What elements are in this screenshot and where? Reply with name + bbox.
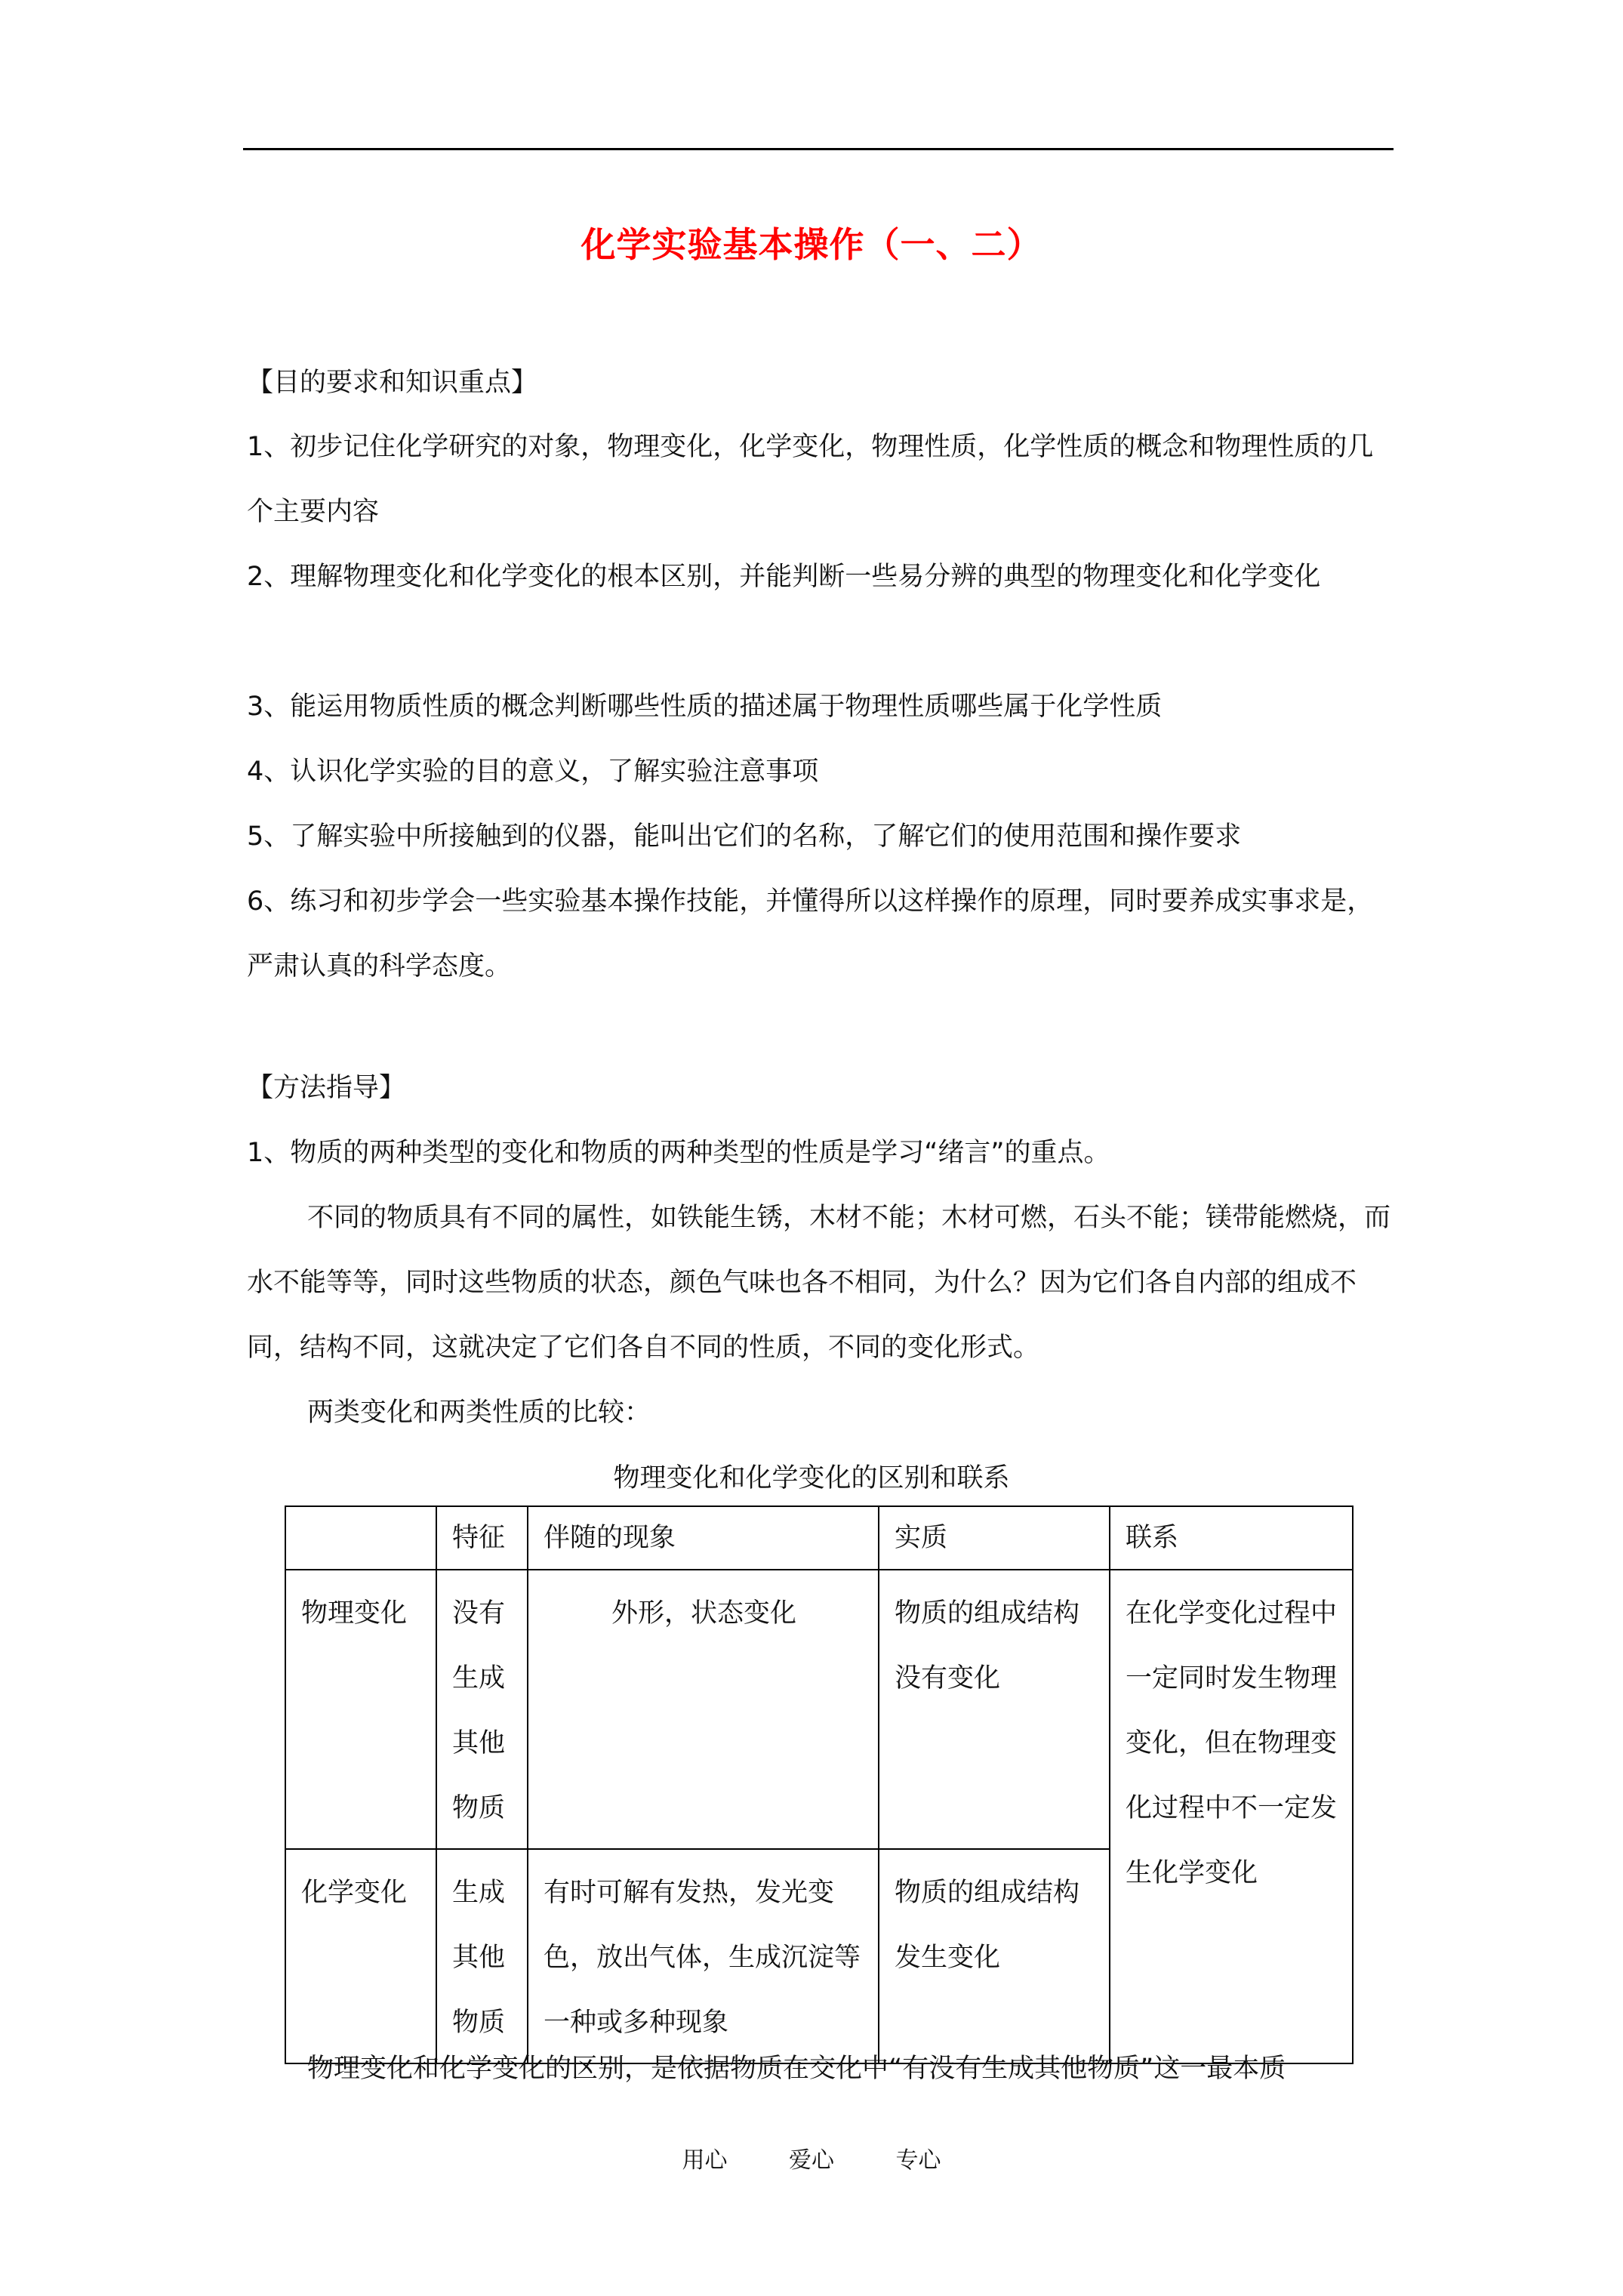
method-point-1: 1、物质的两种类型的变化和物质的两种类型的性质是学习“绪言”的重点。 xyxy=(247,1138,1110,1168)
page-footer xyxy=(0,2141,1623,2174)
row-feature-chemical: 生成其他物质 xyxy=(436,1849,528,2063)
row-essence-physical: 物质的组成结构没有变化 xyxy=(879,1570,1110,1849)
header-rule xyxy=(243,148,1394,150)
page-title: 化学实验基本操作（一、二） xyxy=(581,224,1042,265)
header-cell-essence: 实质 xyxy=(879,1506,1110,1570)
goal-item-3: 3、能运用物质性质的概念判断哪些性质的描述属于物理性质哪些属于化学性质 xyxy=(247,692,1163,722)
header-cell-empty xyxy=(285,1506,436,1570)
footer-word-3: 专心 xyxy=(895,2147,941,2174)
relation-cell: 在化学变化过程中一定同时发生物理变化，但在物理变化过程中不一定发生化学变化 xyxy=(1110,1570,1353,2063)
section-heading-method: 【方法指导】 xyxy=(247,1073,406,1103)
row-essence-chemical: 物质的组成结构发生变化 xyxy=(879,1849,1110,2063)
row-feature-physical: 没有生成其他物质 xyxy=(436,1570,528,1849)
comparison-table xyxy=(285,1505,1354,2064)
footer-word-1: 用心 xyxy=(682,2147,728,2174)
section-heading-goals: 【目的要求和知识重点】 xyxy=(247,368,538,398)
header-cell-relation: 联系 xyxy=(1110,1506,1353,1570)
row-phenomenon-physical: 外形，状态变化 xyxy=(528,1570,879,1849)
goal-item-4: 4、认识化学实验的目的意义，了解实验注意事项 xyxy=(247,757,819,787)
header-cell-phenomenon: 伴随的现象 xyxy=(528,1506,879,1570)
footer-word-2: 爱心 xyxy=(789,2147,834,2174)
goal-item-1: 1、初步记住化学研究的对象，物理变化，化学变化，物理性质，化学性质的概念和物理性质的几个主要内容 xyxy=(247,432,1374,527)
row-phenomenon-chemical: 有时可解有发热，发光变色，放出气体，生成沉淀等一种或多种现象 xyxy=(528,1849,879,2063)
goal-item-5: 5、了解实验中所接触到的仪器，能叫出它们的名称，了解它们的使用范围和操作要求 xyxy=(247,821,1242,852)
table-row xyxy=(285,1570,1353,1849)
distinction-paragraph: 物理变化和化学变化的区别，是依据物质在交化中“有没有生成其他物质”这一最本质 xyxy=(307,2054,1286,2084)
header-cell-feature: 特征 xyxy=(436,1506,528,1570)
goal-item-2: 2、理解物理变化和化学变化的根本区别，并能判断一些易分辨的典型的物理变化和化学变化 xyxy=(247,562,1321,592)
comparison-intro: 两类变化和两类性质的比较： xyxy=(307,1398,651,1428)
goal-item-6: 6、练习和初步学会一些实验基本操作技能，并懂得所以这样操作的原理，同时要养成实事求是，严肃认真的科学态度。 xyxy=(247,886,1374,982)
row-name-physical: 物理变化 xyxy=(285,1570,436,1849)
table-caption: 物理变化和化学变化的区别和联系 xyxy=(613,1463,1010,1493)
table-header-row xyxy=(285,1506,1353,1570)
row-name-chemical: 化学变化 xyxy=(285,1849,436,2063)
method-paragraph: 不同的物质具有不同的属性，如铁能生锈，木材不能；木材可燃，石头不能；镁带能燃烧，而水不能等等，同时这些物质的状态，颜色气味也各不相同，为什么？因为它们各自内部的组成不同，结构不同，这就决定了它们各自不同的性质，不同的变化形式。 xyxy=(247,1203,1391,1363)
